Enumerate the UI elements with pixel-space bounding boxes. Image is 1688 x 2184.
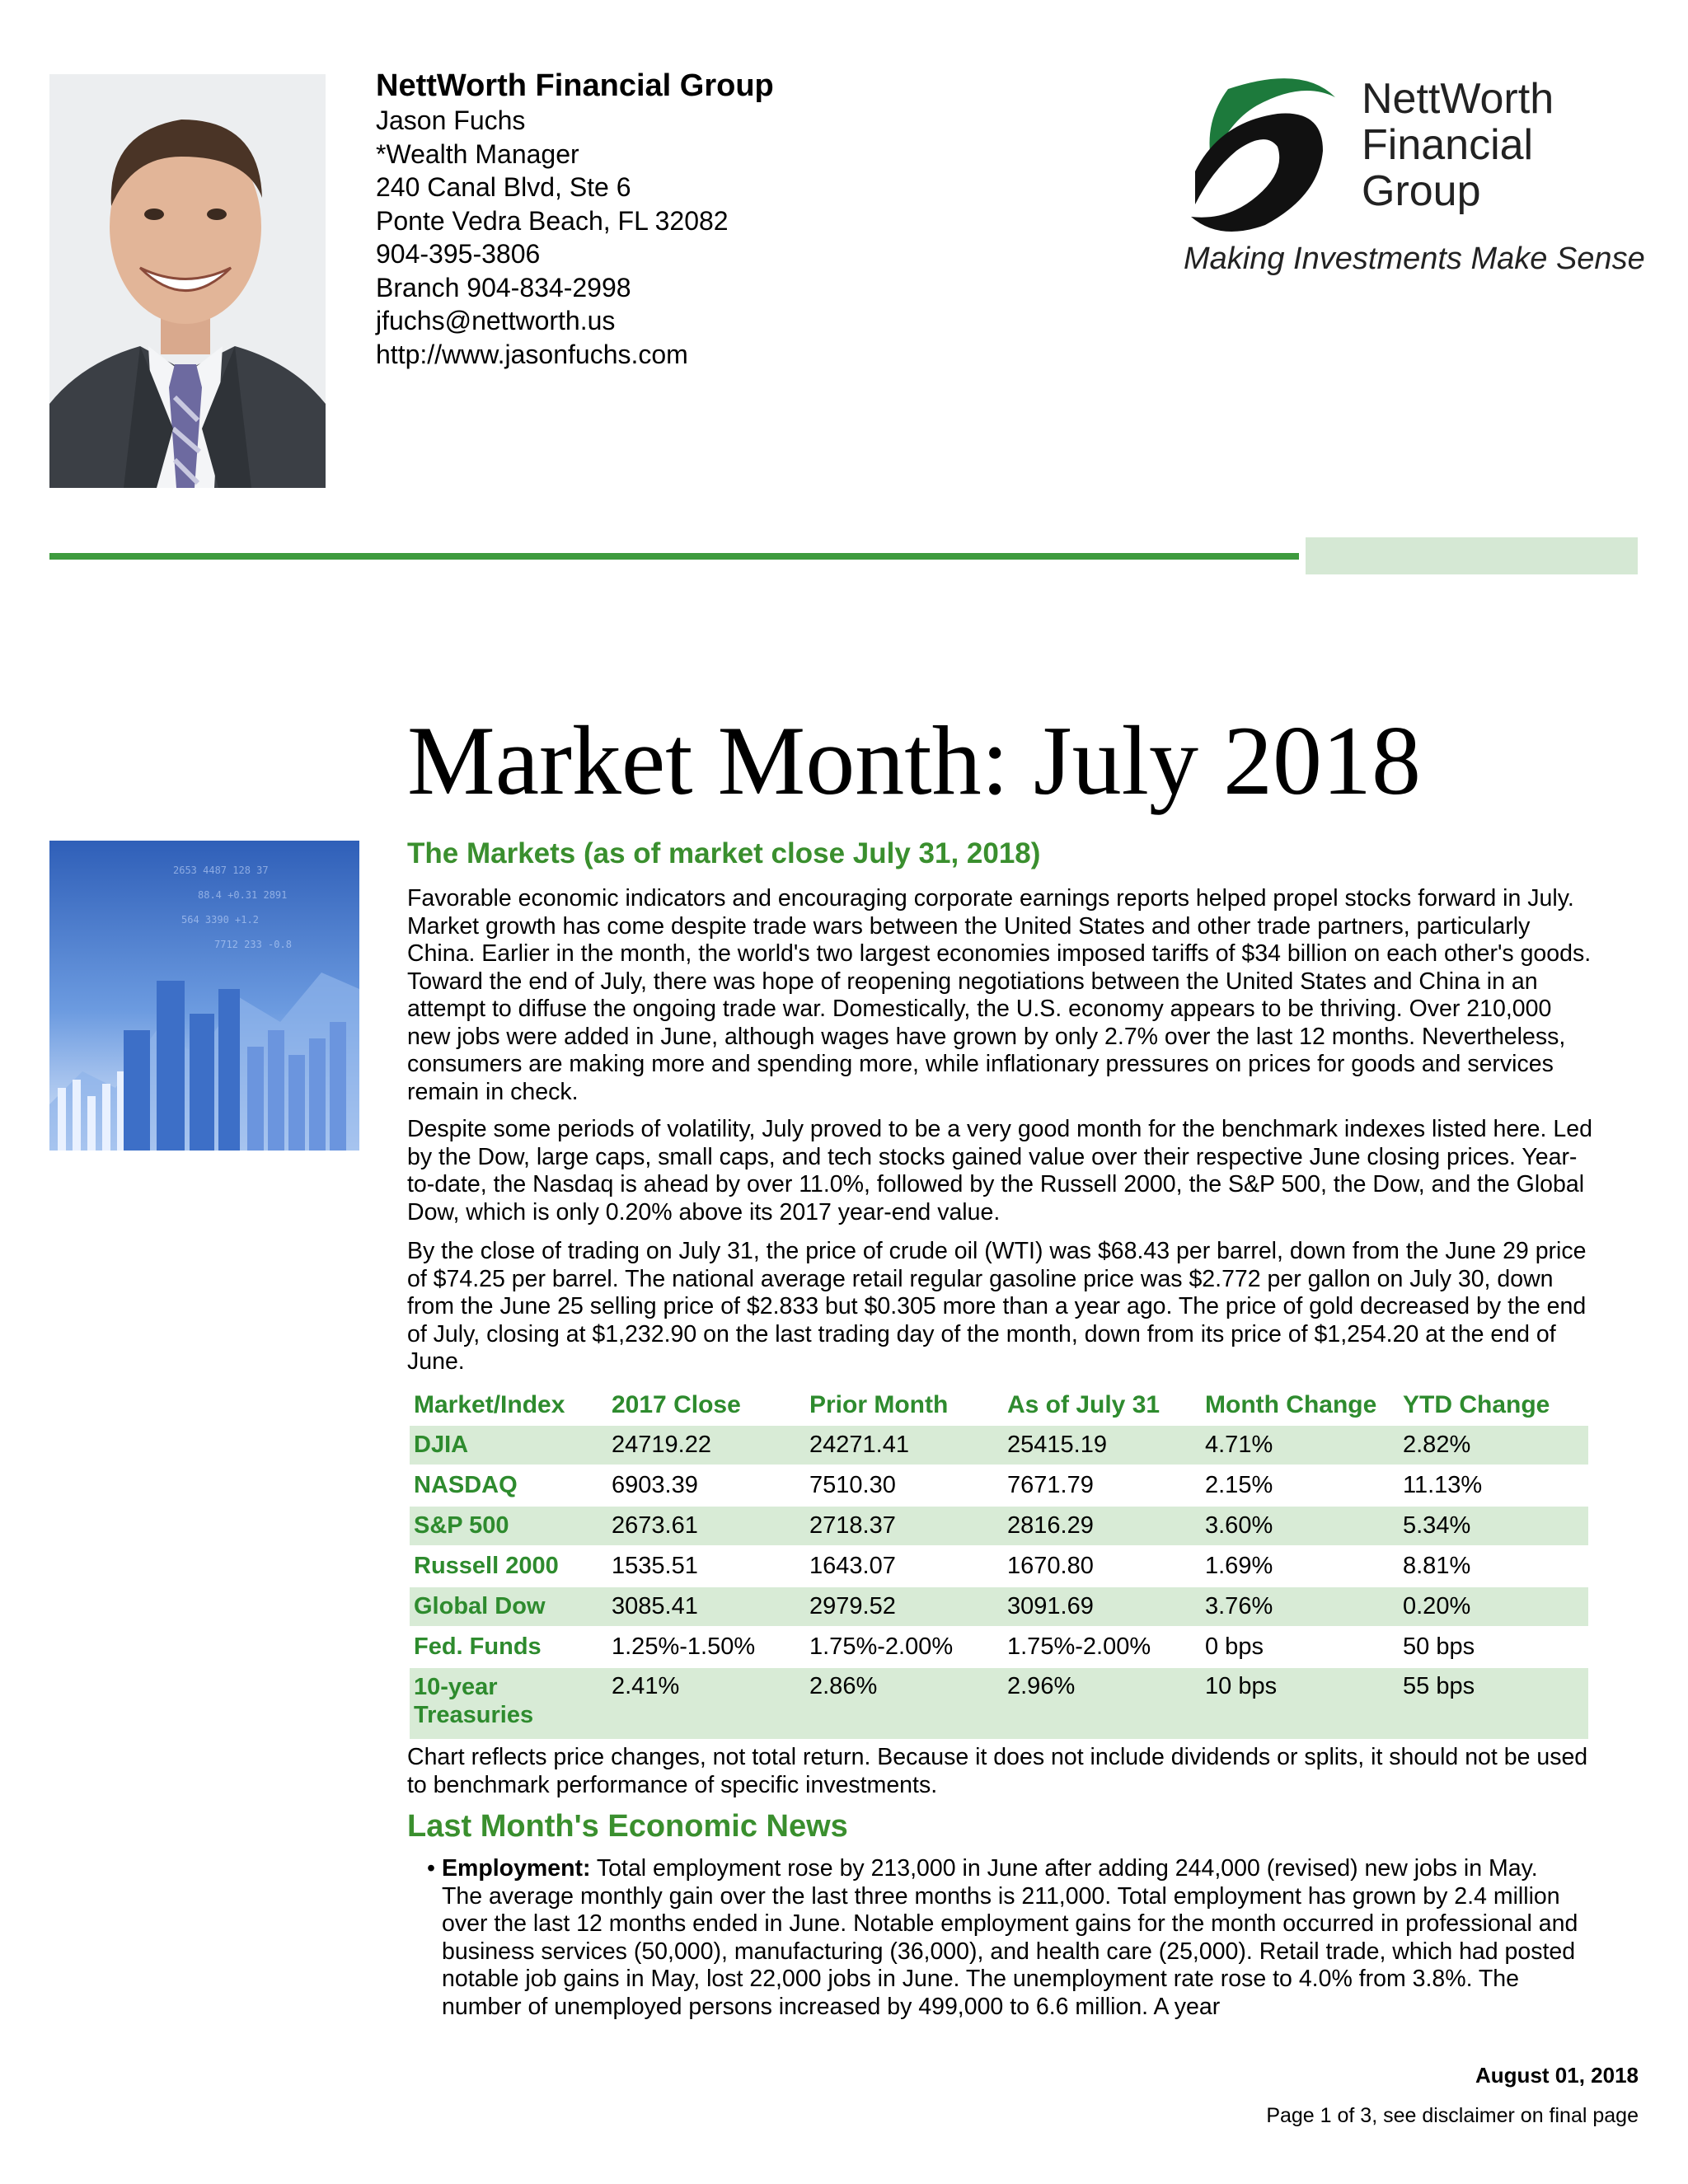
header-divider: [49, 553, 1299, 560]
employment-body: Total employment rose by 213,000 in June after adding 244,000 (revised) new jobs in May. The average monthly gain over the last three months is 211,000. Total employment has grown by 2.4 million over the last 12 months ended in June. Notable employment gains for the month occurred in professional and business services (50,000), manufacturing (36,000), and health care (25,000). Retail trade, which had posted notable job gains in May, lost 22,000 jobs in June. The unemployment rate rose to 4.0% from 3.8%. The number of unemployed persons increased by 499,000 to 6.6 million. A year: [442, 1855, 1578, 2020]
table-cell: 1535.51: [607, 1546, 805, 1586]
table-cell: 2979.52: [805, 1586, 1003, 1627]
column-header: YTD Change: [1403, 1391, 1550, 1418]
employment-label: Employment:: [442, 1855, 591, 1882]
index-name: NASDAQ: [410, 1465, 607, 1506]
table-row: [410, 1425, 1588, 1465]
logo-mark-icon: [1179, 73, 1339, 237]
table-cell: 3.76%: [1201, 1586, 1399, 1627]
email-link[interactable]: jfuchs@nettworth.us: [376, 306, 616, 335]
table-cell: 1670.80: [1003, 1546, 1201, 1586]
index-name: 10-year Treasuries: [410, 1667, 607, 1739]
page-title: Market Month: July 2018: [407, 705, 1421, 815]
svg-text:2653 4487 128 37: 2653 4487 128 37: [173, 865, 269, 876]
column-header: Month Change: [1205, 1391, 1377, 1418]
address-line-2: Ponte Vedra Beach, FL 32082: [376, 205, 729, 236]
svg-text:7712 233 -0.8: 7712 233 -0.8: [214, 939, 292, 950]
table-cell: 5.34%: [1399, 1506, 1588, 1546]
table-cell: 7510.30: [805, 1465, 1003, 1506]
table-cell: 55 bps: [1399, 1667, 1588, 1739]
table-cell: 1643.07: [805, 1546, 1003, 1586]
index-name: Russell 2000: [410, 1546, 607, 1586]
market-index-table: [410, 1386, 1588, 1739]
table-cell: 0.20%: [1399, 1586, 1588, 1627]
phone-number: 904-395-3806: [376, 239, 541, 269]
markets-paragraph-1: Favorable economic indicators and encouraging corporate earnings reports helped propel stocks forward in July. Market growth has come despite trade wars between the United States and other trade partners, particularly China. Earlier in the month, the world's two largest economies imposed tariffs of $34 billion on each other's goods. Toward the end of July, there was hope of reopening negotiations between the United States and China in an attempt to diffuse the ongoing trade war. Domestically, the U.S. economy appears to be thriving. Over 210,000 new jobs were added in June, although wages have grown by only 2.7% over the last 12 months. Nevertheless, consumers are making more and spending more, while inflationary pressures on prices for goods and services remain in check.: [407, 885, 1592, 1105]
table-cell: 24719.22: [607, 1425, 805, 1465]
column-header: As of July 31: [1007, 1391, 1160, 1418]
table-header-row: [410, 1386, 1588, 1425]
table-cell: 3.60%: [1201, 1506, 1399, 1546]
table-cell: 2718.37: [805, 1506, 1003, 1546]
table-cell: 7671.79: [1003, 1465, 1201, 1506]
table-cell: 1.25%-1.50%: [607, 1627, 805, 1667]
table-cell: 2.86%: [805, 1667, 1003, 1739]
employment-item-text: [442, 1855, 1579, 2021]
index-name: S&P 500: [410, 1506, 607, 1546]
table-row: [410, 1465, 1588, 1506]
table-cell: 3091.69: [1003, 1586, 1201, 1627]
advisor-name: Jason Fuchs: [376, 105, 526, 135]
column-header: 2017 Close: [612, 1391, 741, 1418]
company-logo: [1179, 73, 1645, 287]
table-cell: 2.15%: [1201, 1465, 1399, 1506]
table-cell: 50 bps: [1399, 1627, 1588, 1667]
table-cell: 24271.41: [805, 1425, 1003, 1465]
contact-block: [376, 68, 953, 371]
table-cell: 25415.19: [1003, 1425, 1201, 1465]
table-cell: 4.71%: [1201, 1425, 1399, 1465]
table-cell: 10 bps: [1201, 1667, 1399, 1739]
table-cell: 11.13%: [1399, 1465, 1588, 1506]
markets-paragraph-2: Despite some periods of volatility, July proved to be a very good month for the benchmark indexes listed here. Led by the Dow, large caps, small caps, and tech stocks gained value over their respective June closing prices. Year-to-date, the Nasdaq is ahead by over 11.0%, followed by the Russell 2000, the S&P 500, the Dow, and the Global Dow, which is only 0.20% above its 2017 year-end value.: [407, 1116, 1592, 1226]
table-cell: 2816.29: [1003, 1506, 1201, 1546]
markets-heading: The Markets (as of market close July 31, 2018): [407, 837, 1041, 869]
table-cell: 1.75%-2.00%: [1003, 1627, 1201, 1667]
column-header: Prior Month: [809, 1391, 949, 1418]
branch-phone: Branch 904-834-2998: [376, 272, 631, 302]
logo-tagline: Making Investments Make Sense: [1184, 241, 1645, 276]
table-cell: 1.75%-2.00%: [805, 1627, 1003, 1667]
table-row: [410, 1586, 1588, 1627]
column-header: Market/Index: [414, 1391, 565, 1418]
table-cell: 2.96%: [1003, 1667, 1201, 1739]
footer-date: August 01, 2018: [1475, 2063, 1639, 2088]
table-cell: 3085.41: [607, 1586, 805, 1627]
table-cell: 0 bps: [1201, 1627, 1399, 1667]
table-cell: 2673.61: [607, 1506, 805, 1546]
table-cell: 1.69%: [1201, 1546, 1399, 1586]
stock-market-image: [49, 841, 359, 1151]
footer-page-info: Page 1 of 3, see disclaimer on final page: [1266, 2104, 1639, 2127]
table-row: [410, 1627, 1588, 1667]
bullet-icon: •: [427, 1855, 435, 1882]
table-row: [410, 1667, 1588, 1739]
table-row: [410, 1506, 1588, 1546]
table-cell: 6903.39: [607, 1465, 805, 1506]
chart-disclaimer-note: Chart reflects price changes, not total return. Because it does not include dividends or splits, it should not be used to benchmark performance of specific investments.: [407, 1744, 1588, 1798]
advisor-role: *Wealth Manager: [376, 138, 579, 169]
table-row: [410, 1546, 1588, 1586]
logo-name: NettWorth Financial Group: [1362, 75, 1554, 215]
svg-text:564 3390 +1.2: 564 3390 +1.2: [181, 914, 259, 926]
svg-text:88.4 +0.31 2891: 88.4 +0.31 2891: [198, 889, 288, 901]
website-link[interactable]: http://www.jasonfuchs.com: [376, 339, 688, 369]
header-divider-accent: [1306, 537, 1638, 574]
economic-news-heading: Last Month's Economic News: [407, 1809, 848, 1844]
index-name: Global Dow: [410, 1586, 607, 1627]
index-name: DJIA: [410, 1425, 607, 1465]
table-cell: 2.41%: [607, 1667, 805, 1739]
address-line-1: 240 Canal Blvd, Ste 6: [376, 172, 631, 202]
table-cell: 8.81%: [1399, 1546, 1588, 1586]
table-cell: 2.82%: [1399, 1425, 1588, 1465]
index-name: Fed. Funds: [410, 1627, 607, 1667]
markets-paragraph-3: By the close of trading on July 31, the price of crude oil (WTI) was $68.43 per barrel, down from the June 29 price of $74.25 per barrel. The national average retail regular gasoline price was $2.772 per gallon on July 30, down from the June 25 selling price of $2.833 but $0.305 more than a year ago. The price of gold decreased by the end of July, closing at $1,232.90 on the last trading day of the month, down from its price of $1,254.20 at the end of June.: [407, 1238, 1587, 1375]
firm-name: NettWorth Financial Group: [376, 68, 774, 103]
advisor-photo: [49, 74, 326, 488]
